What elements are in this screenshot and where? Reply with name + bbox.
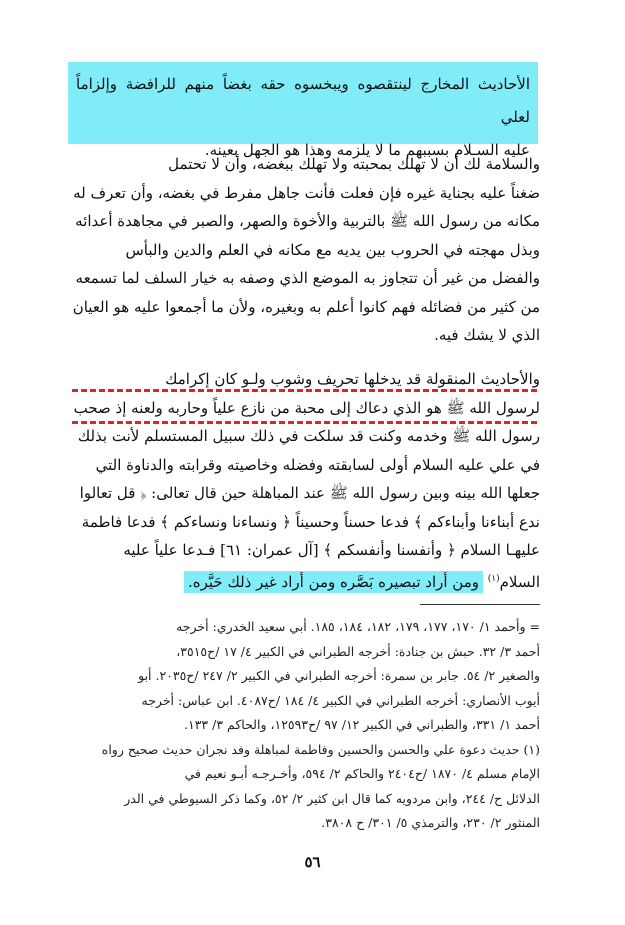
footnote-divider xyxy=(420,604,540,605)
text-line: لرسول الله ﷺ هو الذي دعاك إلى محبة من نازع علياً وحاربه ولعنه إذ صحب xyxy=(73,398,540,417)
highlighted-sentence: ومن أراد تبصيره بَصَّره ومن أراد غير ذلك حَيَّره. xyxy=(184,571,483,593)
text-line: ندع أبناءنا وأبناءكم ﴾ فدعا حسناً وحسيناً ﴿ ونساءنا ونساءكم ﴾ فدعا فاطمة xyxy=(81,512,540,531)
text-line-last xyxy=(70,565,540,597)
footnote-line: (١) حديث دعوة علي والحسن والحسين وفاطمة لمباهلة وفد نجران حديث صحيح رواه xyxy=(101,741,540,757)
text-line: والأحاديث المنقولة قد يدخلها تحريف وشوب ولـو كان إكرامك xyxy=(165,370,540,388)
page-number: ٥٦ xyxy=(304,853,321,871)
text-line: والسلامة لك أن لا تهلك بمحبته ولا تهلك ببغضه، وأن لا تحتمل xyxy=(168,155,540,173)
text-line: في علي عليه السلام أولى لسابقته وفضله وخاصيته وقرابته والدناوة التي xyxy=(95,455,540,474)
text-line: والفضل من غير أن تتجاوز به الموضع الذي وصفه به خيار السلف لما تسمعه xyxy=(75,269,540,287)
underline-mark-1 xyxy=(72,389,537,392)
text-line: وبذل مهجته في الحروب بين يديه مع مكانه في العلم والدين والبأس xyxy=(125,240,540,259)
highlighted-passage xyxy=(68,62,538,159)
footnote-marker[interactable]: (١) xyxy=(487,573,500,584)
footnotes xyxy=(70,615,540,836)
paragraph-2 xyxy=(70,365,540,596)
footnote-line: أحمد ٣/ ٣٢. حبش بن جنادة: أخرجه الطبراني في الكبير ٤/ ١٧ /ح٣٥١٥، xyxy=(176,643,540,659)
footnote-line: أحمد ١/ ٣٣١، والطبراني في الكبير ١٢/ ٩٧ /ح١٢٥٩٣، والحاكم ٣/ ١٣٣. xyxy=(184,717,540,732)
footnote-line: = وأحمد ١/ ١٧٠، ١٧٧، ١٧٩، ١٨٢، ١٨٤، ١٨٥. أبي سعيد الخدري: أخرجه xyxy=(176,619,540,634)
text-line: مكانه من رسول الله ﷺ بالتربية والأخوة والصهر، والصبر في مجاهدة أعدائه xyxy=(75,212,540,230)
footnote-line: الإمام مسلم ٤/ ١٨٧٠ /ح٢٤٠٤ والحاكم ٢/ ٥٩٤، وأخـرجـه أبـو نعيم في xyxy=(184,766,540,781)
text-line: جعلها الله بينه وبين رسول الله ﷺ عند المباهلة حين قال تعالى: ﴿ قل تعالوا xyxy=(79,484,540,502)
highlight-line-1: الأحاديث المخارج لينتقصوه ويبخسوه حقه بغضاً منهم للرافضة وإلزاماً لعلي xyxy=(76,75,530,126)
paragraph-1 xyxy=(70,150,540,350)
text-line: ضغناً عليه بجناية غيره فإن فعلت فأنت جاهل مفرط في بغضه، وأن تعرف له xyxy=(73,183,540,202)
underline-mark-2 xyxy=(72,421,537,424)
text-line: الذي لا يشك فيه. xyxy=(434,326,540,344)
footnote-line: والصغير ٢/ ٥٤. جابر بن سمرة: أخرجه الطبراني في الكبير ٢/ ٢٤٧ /ح٢٠٣٥. أبو xyxy=(138,668,540,683)
footnote-line: الدلائل ح/ ٢٤٤، وابن مردويه كما قال ابن كثير ٢/ ٥٢، وكما ذكر السيوطي في الدر xyxy=(124,790,540,806)
text-line: رسول الله ﷺ وخدمه وكنت قد سلكت في ذلك سبيل المستسلم لأنت بذلك xyxy=(77,427,540,445)
footnote-line: أيوب الأنصاري: أخرجه الطبراني في الكبير ٤/ ١٨٤ /ح٤٠٨٧. ابن عباس: أخرجه xyxy=(141,692,540,708)
footnote-line: المنثور ٢/ ٢٣٠، والترمذي ٥/ ٣٠١/ ح ٣٨٠٨. xyxy=(321,815,540,830)
highlight-line-2: عليه السـلام بسببهم ما لا يلزمه وهذا هو الجهل بعينه. xyxy=(204,141,530,159)
text-prefix: السلام xyxy=(499,572,540,591)
text-line: من كثير من فضائله فهم كانوا أعلم به وبغيره، ولأن ما أجمعوا عليه هو العيان xyxy=(72,297,540,316)
text-line: عليهـا السلام ﴿ وأنفسنا وأنفسكم ﴾ [آل عمران: ٦١] فـدعا علياً عليه xyxy=(123,541,540,559)
